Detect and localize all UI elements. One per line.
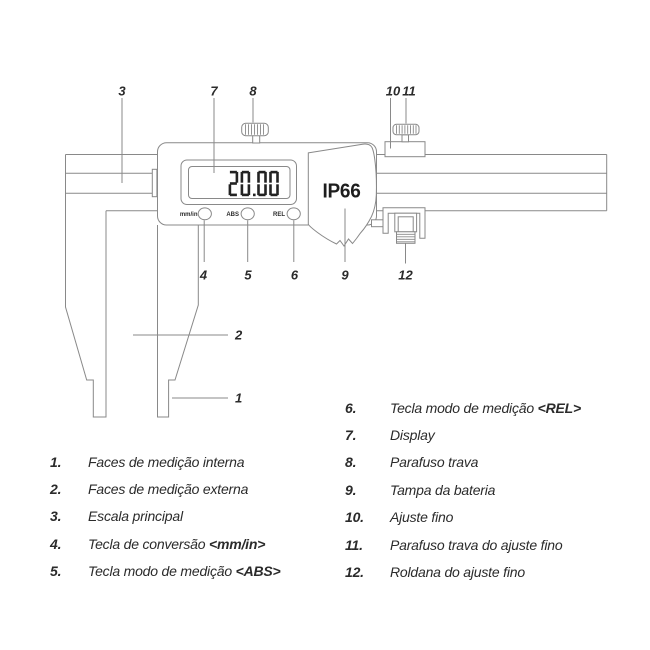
- mm-in-button-label: mm/in: [179, 211, 198, 218]
- callout-7: 7: [210, 83, 218, 99]
- legend-item: [50, 558, 281, 585]
- legend-item-number: 7.: [345, 427, 357, 444]
- abs-button-label: ABS: [226, 211, 239, 218]
- legend-item: [50, 503, 281, 530]
- legend-item-number: 10.: [345, 509, 364, 526]
- legend-item-number: 4.: [50, 535, 62, 552]
- legend-item-text: Faces de medição interna: [88, 453, 245, 470]
- legend-item-number: 1.: [50, 453, 62, 470]
- legend-item-text: Display: [390, 427, 435, 444]
- legend-item: [345, 531, 581, 558]
- legend-item: [50, 475, 281, 502]
- legend-column-right: [345, 394, 581, 586]
- callout-1: 1: [235, 390, 243, 406]
- legend-item-number: 2.: [50, 481, 62, 498]
- legend-item: [345, 504, 581, 531]
- legend-item-text: Tampa da bateria: [390, 481, 496, 498]
- sliding-jaw: [158, 225, 199, 417]
- callout-12: 12: [398, 267, 413, 283]
- legend-item: [345, 449, 581, 476]
- callout-4: 4: [199, 267, 208, 283]
- legend-item: [345, 394, 581, 421]
- beam-end-cap: [152, 169, 157, 196]
- legend-item: [50, 448, 281, 475]
- abs-button: [241, 208, 254, 220]
- legend-item-number: 5.: [50, 563, 62, 580]
- legend-item: [345, 421, 581, 448]
- thumb-roller-clamp: [372, 208, 426, 244]
- callout-10: 10: [385, 83, 401, 99]
- callout-9: 9: [341, 267, 349, 283]
- rel-button: [287, 208, 300, 220]
- legend-item: [345, 558, 581, 585]
- legend-item-text: Faces de medição externa: [88, 481, 249, 498]
- fixed-jaw: [66, 155, 107, 418]
- legend-item-text: Escala principal: [88, 508, 183, 525]
- mm-in-button: [198, 208, 211, 220]
- legend-item: [345, 476, 581, 503]
- legend-item-number: 3.: [50, 508, 62, 525]
- legend-item: [50, 530, 281, 557]
- legend-item-number: 8.: [345, 454, 357, 471]
- legend-item-number: 6.: [345, 399, 357, 416]
- legend-item-number: 11.: [345, 536, 363, 553]
- legend-item-text: Roldana do ajuste fino: [390, 564, 525, 581]
- locking-screw: [242, 123, 269, 143]
- legend-item-text: Tecla modo de medição <ABS>: [88, 563, 281, 580]
- rel-button-label: REL: [273, 211, 285, 218]
- callout-11: 11: [402, 83, 416, 99]
- callout-6: 6: [290, 267, 299, 283]
- legend-column-left: [50, 448, 281, 585]
- legend-item-number: 12.: [345, 564, 364, 581]
- legend-item-text: Tecla de conversão <mm/in>: [88, 535, 266, 552]
- legend-item-text: Parafuso trava do ajuste fino: [390, 536, 563, 553]
- legend-item-text: Tecla modo de medição <REL>: [390, 399, 581, 416]
- callout-2: 2: [235, 327, 243, 343]
- ip66-label: IP66: [322, 180, 361, 203]
- legend-item-number: 9.: [345, 481, 357, 498]
- callout-8: 8: [249, 83, 257, 99]
- callout-3: 3: [118, 83, 126, 99]
- legend-item-text: Ajuste fino: [390, 509, 454, 526]
- callout-5: 5: [244, 267, 252, 283]
- legend-item-text: Parafuso trava: [390, 454, 479, 471]
